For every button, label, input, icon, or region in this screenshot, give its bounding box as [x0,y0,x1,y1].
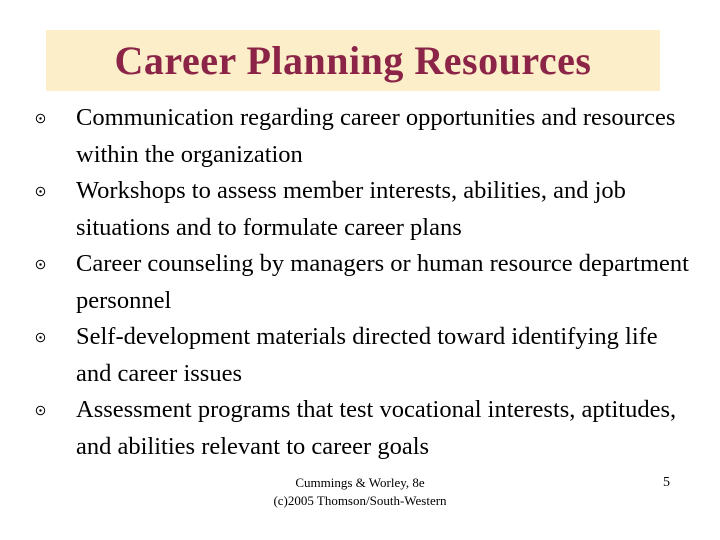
bullet-text: Self-development materials directed toward identifying life and career issues [76,323,658,387]
circle-bullet-icon [30,100,50,137]
circle-bullet-icon [30,246,50,283]
bullet-text: Workshops to assess member interests, abilities, and job situations and to formulate career plans [76,177,626,241]
footer-line-1: Cummings & Worley, 8e [295,475,425,490]
circle-bullet-icon [30,319,50,356]
bullet-item [30,246,690,319]
bullet-list [30,100,690,465]
footer-citation [250,474,470,510]
footer-line-2: (c)2005 Thomson/South-Western [273,493,447,508]
circle-bullet-icon [30,173,50,210]
bullet-text: Career counseling by managers or human resource department personnel [76,250,689,314]
bullet-item [30,319,690,392]
circle-bullet-icon [30,392,50,429]
bullet-text: Assessment programs that test vocational interests, aptitudes, and abilities relevant to career goals [76,396,677,460]
bullet-item [30,173,690,246]
slide-title: Career Planning Resources [114,38,592,83]
title-banner [46,30,660,91]
bullet-item [30,100,690,173]
page-number: 5 [663,475,670,490]
bullet-item [30,392,690,465]
bullet-text: Communication regarding career opportunities and resources within the organization [76,104,676,168]
